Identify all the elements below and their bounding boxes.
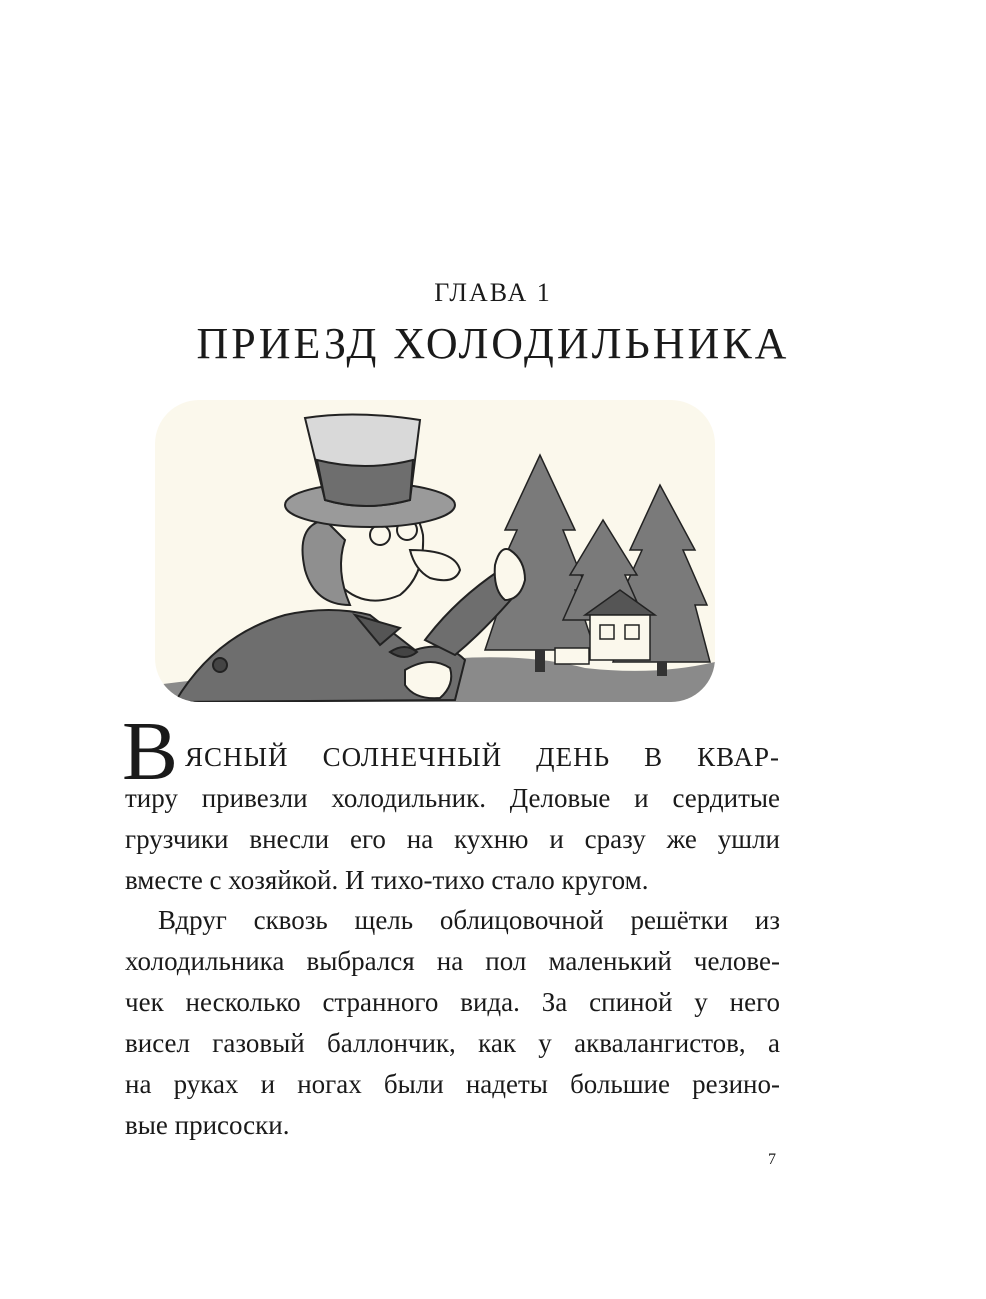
paragraph-line: грузчики внесли его на кухню и сразу же ушли <box>125 824 780 854</box>
paragraph-line: чек несколько странного вида. За спиной у него <box>125 987 780 1017</box>
drop-cap: В <box>122 705 179 798</box>
paragraph-1 <box>125 737 780 901</box>
paragraph-line: на руках и ногах были надеты большие резино- <box>125 1069 780 1099</box>
chapter-illustration <box>155 400 715 702</box>
chapter-title: ПРИЕЗД ХОЛОДИЛЬНИКА <box>196 319 790 368</box>
paragraph-2 <box>125 900 780 1146</box>
old-man-illustration-icon <box>155 400 715 702</box>
paragraph-line: тиру привезли холодильник. Деловые и сердитые <box>125 783 780 813</box>
paragraph-line: Вдруг сквозь щель облицовочной решётки из <box>158 905 780 935</box>
paragraph-line: висел газовый баллончик, как у аквалангистов, а <box>125 1028 780 1058</box>
chapter-number: ГЛАВА 1 <box>434 278 552 307</box>
paragraph-line: вместе с хозяйкой. И тихо-тихо стало кругом. <box>125 865 649 895</box>
paragraph-line: вые присоски. <box>125 1110 290 1140</box>
paragraph-line: холодильника выбрался на пол маленький челове- <box>125 946 780 976</box>
paragraph-line: ЯСНЫЙ СОЛНЕЧНЫЙ ДЕНЬ В КВАР- <box>185 742 780 772</box>
page-number: 7 <box>768 1151 776 1168</box>
